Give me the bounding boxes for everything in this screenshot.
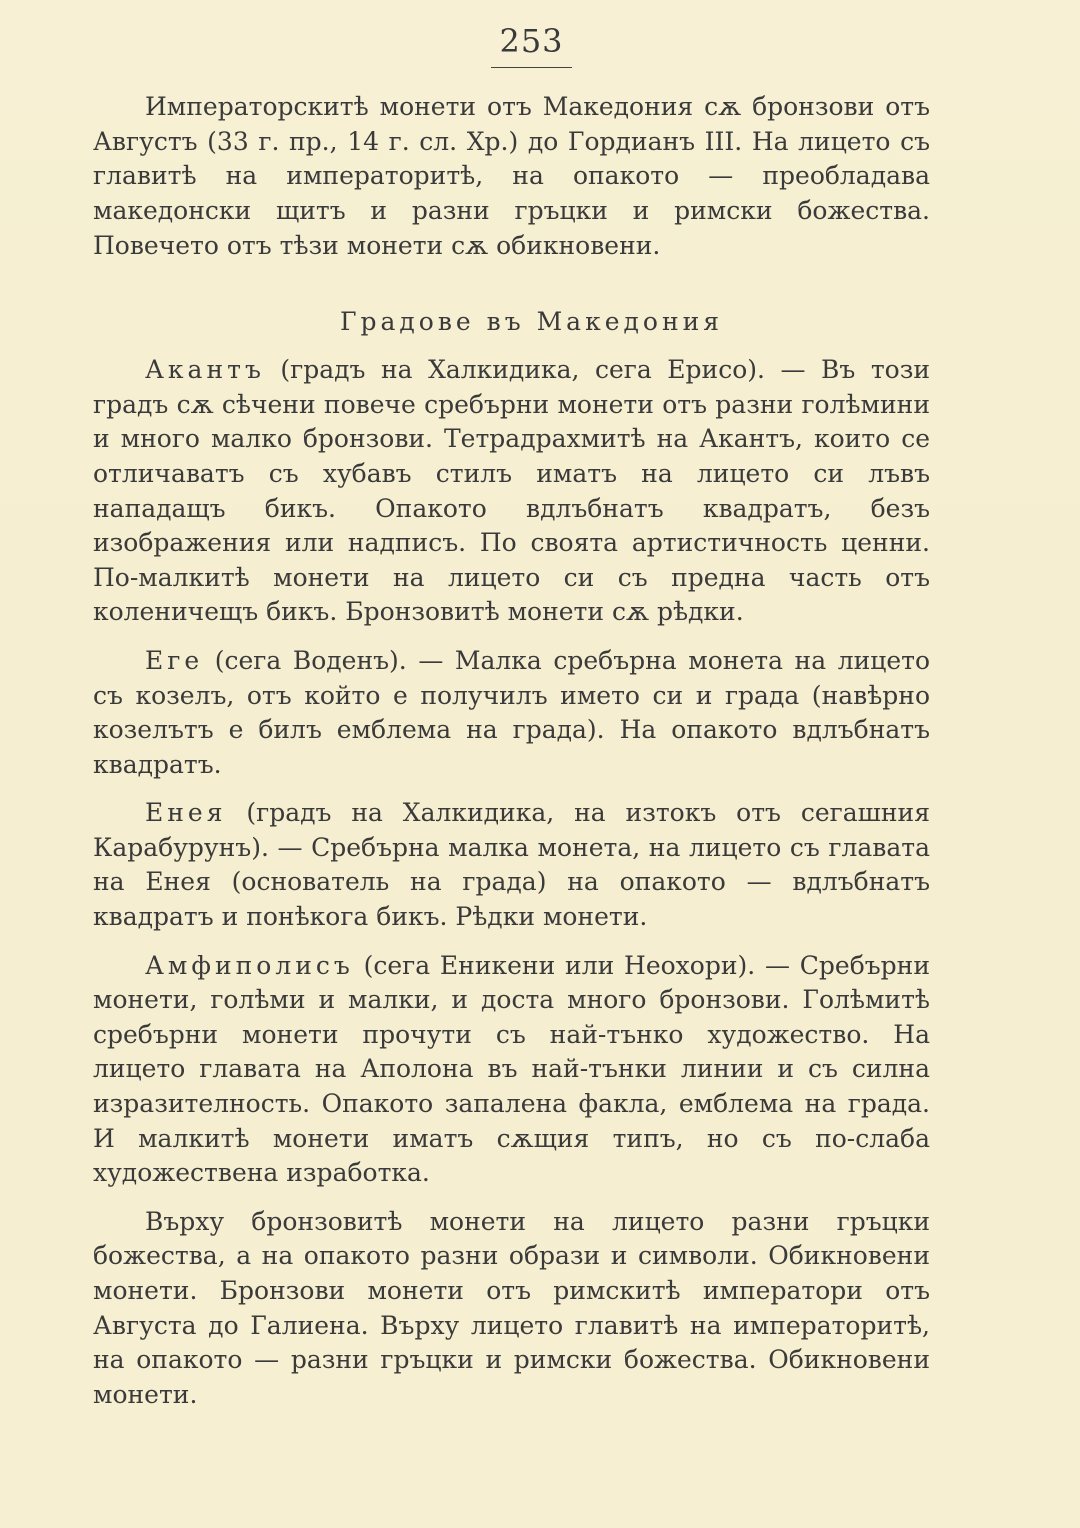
entry-text: (градъ на Халкидика, сега Ерисо). — Въ този градъ сѫ сѣчени повече сребърни монети отъ разни голѣмини и много малко бронзови. Тетрадрахмитѣ на Акантъ, които се отличаватъ съ хубавъ стилъ иматъ на лицето си лъвъ нападащъ бикъ. Опакото вдлъбнатъ квадратъ, безъ изображения или надписъ. По своята артистичность ценни. По-малкитѣ монети на лицето си съ предна часть отъ коленичещъ бикъ. Бронзовитѣ монети сѫ рѣдки. [93, 355, 930, 627]
entry-paragraph-eneya [93, 796, 930, 934]
entry-paragraph-akant [93, 353, 930, 630]
page-number: 253 [491, 24, 571, 68]
entry-paragraph-ege [93, 644, 930, 782]
entry-text: (градъ на Халкидика, на изтокъ отъ сегашния Карабурунъ). — Сребърна малка монета, на лицето съ главата на Енея (основатель на града) на опакото — вдлъбнатъ квадратъ и понѣкога бикъ. Рѣдки монети. [93, 798, 930, 932]
page-number-header [133, 24, 930, 68]
closing-paragraph: Върху бронзовитѣ монети на лицето разни гръцки божества, а на опакото разни образи и символи. Обикновени монети. Бронзови монети отъ римскитѣ императори отъ Августа до Галиена. Върху лицето главитѣ на императоритѣ, на опакото — разни гръцки и римски божества. Обикновени монети. [93, 1206, 930, 1409]
section-heading: Градове въ Македония [339, 307, 724, 337]
entry-term: Еге [145, 645, 204, 675]
entry-paragraph-amfipolis [93, 949, 930, 1191]
entry-text: (сега Воденъ). — Малка сребърна монета на лицето съ козелъ, отъ който е получилъ името си и града (навѣрно козелътъ е билъ емблема на града). На опакото вдлъбнатъ квадратъ. [93, 645, 930, 779]
entry-term: Акантъ [145, 355, 265, 385]
entry-term: Амфиполисъ [145, 950, 354, 980]
intro-paragraph: Императорскитѣ монети отъ Македония сѫ бронзови отъ Августъ (33 г. пр., 14 г. сл. Хр.) до Гордианъ III. На лицето съ главитѣ на императоритѣ, на опакото — преобладава македонски щитъ и разни гръцки и римски божества. Повечето отъ тѣзи монети сѫ обикновени. [93, 92, 930, 260]
entry-term: Енея [145, 798, 227, 828]
entry-text: (сега Еникени или Неохори). — Сребърни монети, голѣми и малки, и доста много бронзови. Голѣмитѣ сребърни монети прочути съ най-тънко художество. На лицето главата на Аполона въ най-тънки линии и съ силна изразителность. Опакото запалена факла, емблема на града. И малкитѣ монети иматъ сѫщия типъ, но съ по-слаба художествена изработка. [93, 950, 930, 1188]
